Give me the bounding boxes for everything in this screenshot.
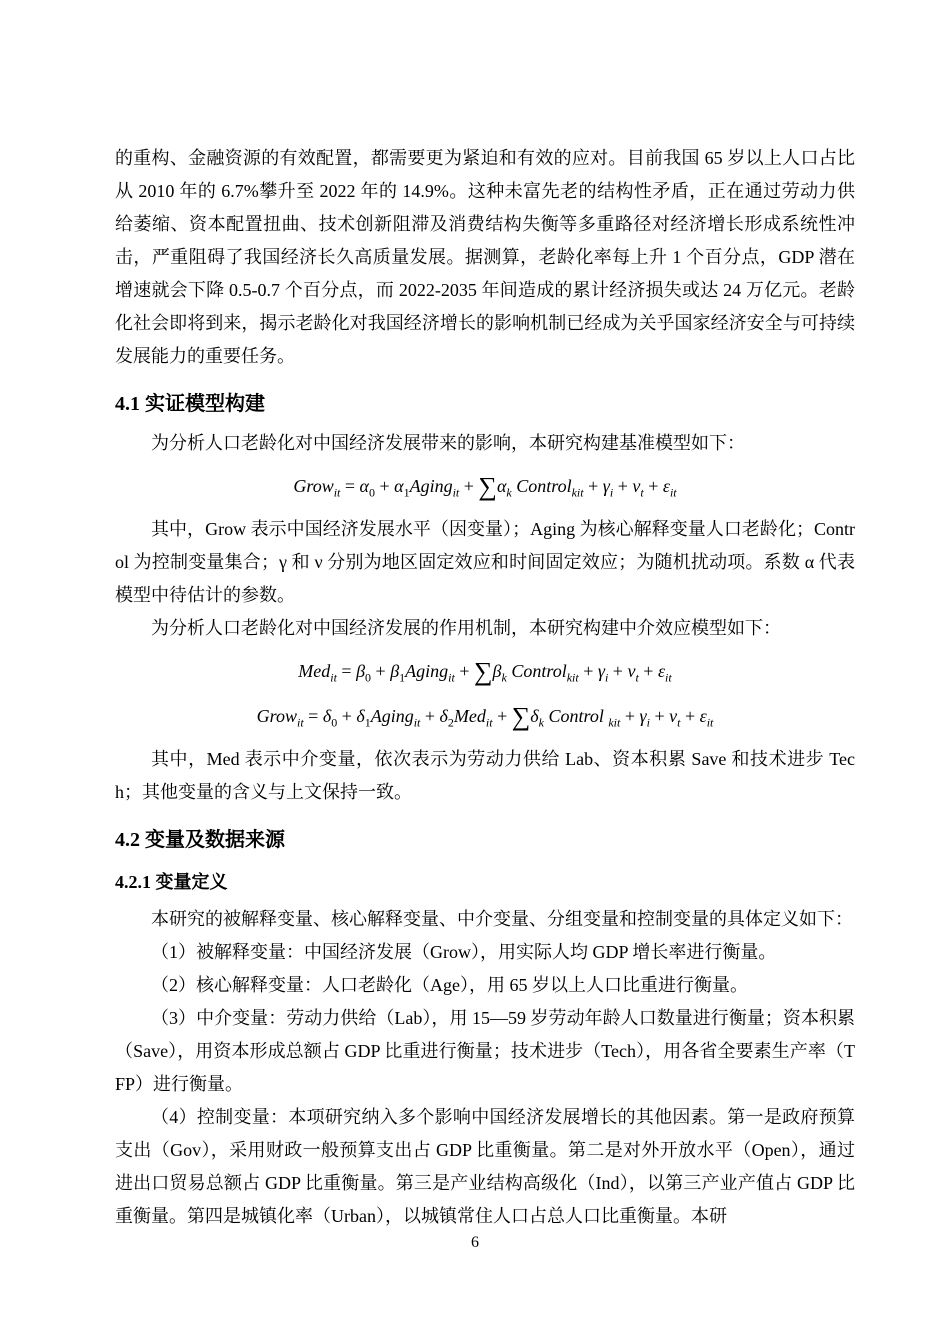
section-4-1-heading: 4.1 实证模型构建 xyxy=(115,393,265,415)
continuation-paragraph: 的重构、金融资源的有效配置，都需要更为紧迫和有效的应对。目前我国 65 岁以上人口占比从 2010 年的 6.7%攀升至 2022 年的 14.9%。这种未富先老的结构性矛盾，正在通过劳动力供给萎缩、资本配置扭曲、技术创新阻滞及消费结构失衡等多重路径对经济增长形成系统性冲击，严重阻碍了我国经济长久高质量发展。据测算，老龄化率每上升 1 个百分点，GDP 潜在增速就会下降 0.5-0.7 个百分点，而 2022-2035 年间造成的累计经济损失或达 24 万亿元。老龄化社会即将到来，揭示老龄化对我国经济增长的影响机制已经成为关乎国家经济安全与可持续发展能力的重要任务。 xyxy=(115,148,855,366)
definition-item-2: （2）核心解释变量：人口老龄化（Age），用 65 岁以上人口比重进行衡量。 xyxy=(151,975,748,995)
section-4-2-1-heading: 4.2.1 变量定义 xyxy=(115,872,228,892)
definition-item-3: （3）中介变量：劳动力供给（Lab），用 15—59 岁劳动年龄人口数量进行衡量；资本积累（Save），用资本形成总额占 GDP 比重进行衡量；技术进步（Tech），用各省全要素生产率（TFP）进行衡量。 xyxy=(115,1008,855,1094)
definitions-intro-paragraph: 本研究的被解释变量、核心解释变量、中介变量、分组变量和控制变量的具体定义如下： xyxy=(151,909,853,929)
mediation-model-intro-paragraph: 为分析人口老龄化对中国经济发展的作用机制，本研究构建中介效应模型如下： xyxy=(151,618,781,638)
mediator-explanation-paragraph: 其中，Med 表示中介变量，依次表示为劳动力供给 Lab、资本积累 Save 和技术进步 Tech；其他变量的含义与上文保持一致。 xyxy=(115,749,855,802)
base-model-intro-paragraph: 为分析人口老龄化对中国经济发展带来的影响，本研究构建基准模型如下： xyxy=(151,433,745,453)
section-4-2-heading: 4.2 变量及数据来源 xyxy=(115,829,285,851)
variable-explanation-paragraph: 其中，Grow 表示中国经济发展水平（因变量）；Aging 为核心解释变量人口老龄化；Control 为控制变量集合；γ 和 ν 分别为地区固定效应和时间固定效应；为随机扰动项。系数 α 代表模型中待估计的参数。 xyxy=(115,519,855,605)
base-model-formula: Grow$_{it}$ = $\alpha_0$ + $\alpha_1Aging_{it} + \sum\alpha_k$ Control$_{kit}$ + $\gamma_i + \nu_t + \varepsilon_{it}$ xyxy=(293,472,677,501)
mediation-growth-formula: Grow$_{it}$ = $\delta_0$ + $\delta_1Aging_{it} + \delta_2Med_{it} + \sum\delta_k$ Control $_{kit} + \gamma_i + \nu_t + \varepsilon_{it}$ xyxy=(256,702,714,731)
definition-item-4: （4）控制变量：本项研究纳入多个影响中国经济发展增长的其他因素。第一是政府预算支出（Gov），采用财政一般预算支出占 GDP 比重衡量。第二是对外开放水平（Open），通过进出口贸易总额占 GDP 比重衡量。第三是产业结构高级化（Ind），以第三产业产值占 GDP 比重衡量。第四是城镇化率（Urban），以城镇常住人口占总人口比重衡量。本研 xyxy=(115,1107,855,1226)
definition-item-1: （1）被解释变量：中国经济发展（Grow），用实际人均 GDP 增长率进行衡量。 xyxy=(151,942,777,962)
page-content xyxy=(115,142,855,1233)
page-number: 6 xyxy=(471,1234,479,1251)
mediation-model-formula: $Med_{it} = \beta_0$ + $\beta_1Aging_{it} + \sum\beta_k$ Control$_{kit}$ + $\gamma_i + \nu_t + \varepsilon_{it}$ xyxy=(298,657,672,686)
